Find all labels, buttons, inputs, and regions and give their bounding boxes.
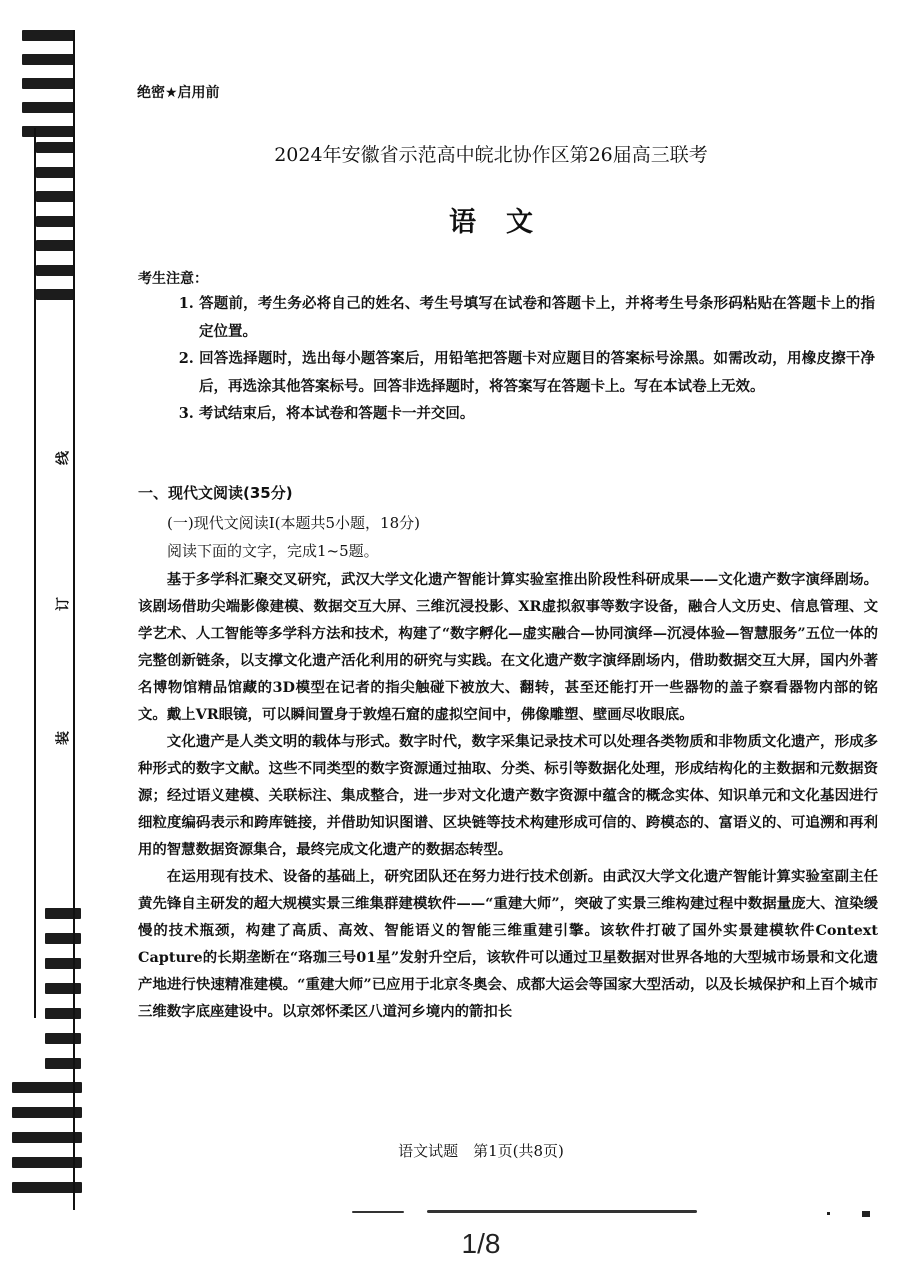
notice-list [170,290,875,428]
binding-stripe [22,54,74,65]
binding-stripe [36,240,74,251]
binding-stripe [12,1107,82,1118]
notice-heading: 考生注意： [138,271,208,287]
scan-artifact-dot [827,1212,830,1215]
passage-paragraph: 基于多学科汇聚交叉研究，武汉大学文化遗产智能计算实验室推出阶段性科研成果——文化遗产数字演绎剧场。该剧场借助尖端影像建模、数据交互大屏、三维沉浸投影、XR虚拟叙事等数字设备，融合人文历史、信息管理、文学艺术、人工智能等多学科方法和技术，构建了“数字孵化—虚实融合—协同演绎—沉浸体验—智慧服务”五位一体的完整创新链条，以支撑文化遗产活化利用的研究与实践。在文化遗产数字演绎剧场内，借助数据交互大屏，国内外著名博物馆精品馆藏的3D模型在记者的指尖触碰下被放大、翻转，甚至还能打开一些器物的盖子察看器物内部的铭文。戴上VR眼镜，可以瞬间置身于敦煌石窟的虚拟空间中，佛像雕塑、壁画尽收眼底。 [138,571,878,723]
binding-stripe [45,1033,81,1044]
scan-artifact-mark [862,1211,870,1217]
binding-line-left [34,128,36,1018]
binding-stripe [45,983,81,994]
page-indicator: 1/8 [461,1228,501,1259]
binding-stripe [12,1182,82,1193]
binding-mark-line: 线 [55,451,69,467]
notice-item: 3. 考试结束后，将本试卷和答题卡一并交回。 [178,405,475,422]
page-footer: 语文试题 第1页(共8页) [398,1142,564,1160]
binding-mark-zhuang: 装 [55,731,69,747]
confidential-label: 绝密★启用前 [137,85,220,101]
binding-stripe [12,1082,82,1093]
scan-artifact-line [427,1210,697,1213]
exam-title: 2024年安徽省示范高中皖北协作区第26届高三联考 [274,144,708,166]
passage-paragraph: 在运用现有技术、设备的基础上，研究团队还在努力进行技术创新。由武汉大学文化遗产智能计算实验室副主任黄先锋自主研发的超大规模实景三维集群建模软件——“重建大师”，突破了实景三维构建过程中数据量庞大、渲染缓慢的技术瓶颈，构建了高质、高效、智能语义的智能三维重建引擎。该软件打破了国外实景建模软件Context Capture的长期垄断在“珞珈三号01星”发射升空后，该软件可以通过卫星数据对世界各地的大型城市场景和文化遗产地进行快速精准建模。“重建大师”已应用于北京冬奥会、成都大运会等国家大型活动，以及长城保护和上百个城市三维数字底座建设中。以京郊怀柔区八道河乡境内的箭扣长 [138,868,878,1020]
binding-margin [0,0,100,1230]
binding-stripe [45,933,81,944]
binding-stripe [22,30,74,41]
scan-artifact-line [352,1211,404,1213]
notice-item: 1. 答题前，考生务必将自己的姓名、考生号填写在试卷和答题卡上，并将考生号条形码粘贴在答题卡上的指定位置。 [178,295,875,340]
binding-stripe [45,1008,81,1019]
binding-stripe [36,265,74,276]
binding-mark-ding: 订 [55,597,69,613]
reading-instruction: 阅读下面的文字，完成1~5题。 [167,542,379,560]
binding-stripe [22,126,74,137]
section-heading: 一、现代文阅读(35分) [138,484,293,502]
binding-stripe [45,1058,81,1069]
binding-stripe [36,289,74,300]
notice-item: 2. 回答选择题时，选出每小题答案后，用铅笔把答题卡对应题目的答案标号涂黑。如需改动，用橡皮擦干净后，再选涂其他答案标号。回答非选择题时，将答案写在答题卡上。写在本试卷上无效。 [178,350,875,395]
binding-stripe [45,958,81,969]
passage-paragraph: 文化遗产是人类文明的载体与形式。数字时代，数字采集记录技术可以处理各类物质和非物质文化遗产，形成多种形式的数字文献。这些不同类型的数字资源通过抽取、分类、标引等数据化处理，形成结构化的主数据和元数据资源；经过语义建模、关联标注、集成整合，进一步对文化遗产数字资源中蕴含的概念实体、知识单元和文化基因进行细粒度编码表示和跨库链接，并借助知识图谱、区块链等技术构建形成可信的、跨模态的、富语义的、可追溯和再利用的智慧数据资源集合，最终完成文化遗产的数据态转型。 [138,733,878,858]
binding-stripe [22,102,74,113]
reading-passage [138,566,878,1025]
binding-stripe [36,167,74,178]
binding-stripe [45,908,81,919]
subsection-heading: (一)现代文阅读Ⅰ(本题共5小题，18分) [167,514,420,532]
binding-stripe [22,78,74,89]
subject-title: 语文 [449,207,563,238]
